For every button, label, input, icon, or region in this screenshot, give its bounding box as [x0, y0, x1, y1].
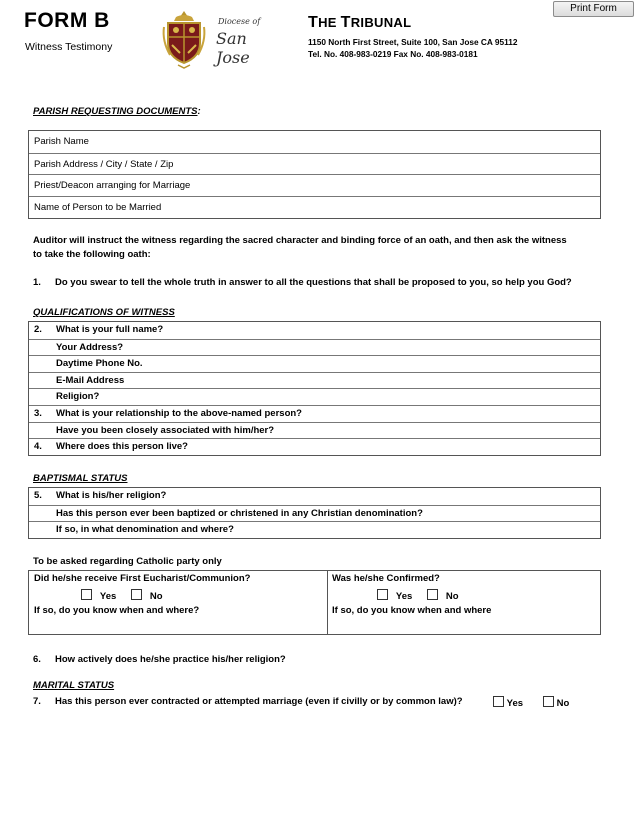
full-name-field[interactable]: 2. What is your full name? [34, 324, 164, 335]
confirmation-question: Was he/she Confirmed? [332, 573, 440, 584]
priest-deacon-field[interactable]: Priest/Deacon arranging for Marriage [29, 174, 600, 196]
email-field[interactable]: E-Mail Address [29, 372, 600, 389]
tribunal-title: THE TRIBUNAL [308, 14, 412, 31]
logo-text-top: Diocese of [218, 17, 261, 26]
confirmation-no-checkbox[interactable] [427, 589, 438, 600]
marital-no-option[interactable]: No [543, 696, 569, 709]
qualifications-heading: QUALIFICATIONS OF WITNESS [33, 307, 175, 318]
confirmation-followup: If so, do you know when and where [332, 605, 492, 616]
marital-yes-option[interactable]: Yes [493, 696, 523, 709]
auditor-instruction-line2: to take the following oath: [33, 249, 151, 260]
practice-question: 6. How actively does he/she practice his/her religion? [33, 654, 286, 665]
eucharist-cell [29, 571, 328, 634]
confirmation-no-option[interactable]: No [427, 589, 459, 602]
catholic-party-table [28, 570, 601, 635]
form-subtitle: Witness Testimony [25, 41, 113, 53]
eucharist-question: Did he/she receive First Eucharist/Communion? [34, 573, 251, 584]
auditor-instruction-line1: Auditor will instruct the witness regarding the sacred character and binding force of an oath, and then ask the witness [33, 235, 567, 246]
oath-question: 1. Do you swear to tell the whole truth in answer to all the questions that shall be proposed to you, so help you God? [33, 277, 572, 288]
eucharist-yes-option[interactable]: Yes [81, 589, 116, 602]
catholic-party-heading: To be asked regarding Catholic party only [33, 556, 222, 567]
baptized-field[interactable]: Has this person ever been baptized or christened in any Christian denomination? [29, 505, 600, 522]
marital-yes-checkbox[interactable] [493, 696, 504, 707]
religion-field[interactable]: Religion? [29, 388, 600, 405]
eucharist-no-checkbox[interactable] [131, 589, 142, 600]
parish-heading: PARISH REQUESTING DOCUMENTS: [33, 106, 201, 117]
eucharist-no-option[interactable]: No [131, 589, 163, 602]
logo-text-bottom: San Jose [216, 29, 250, 67]
print-form-button[interactable]: Print Form [553, 1, 634, 17]
tribunal-phone: Tel. No. 408-983-0219 Fax No. 408-983-0181 [308, 49, 478, 59]
baptismal-heading: BAPTISMAL STATUS [33, 473, 128, 484]
marital-heading: MARITAL STATUS [33, 680, 115, 691]
eucharist-followup: If so, do you know when and where? [34, 605, 200, 616]
parish-table [28, 130, 601, 219]
association-field[interactable]: Have you been closely associated with him/her? [29, 422, 600, 439]
parish-address-field[interactable]: Parish Address / City / State / Zip [29, 153, 600, 175]
tribunal-address: 1150 North First Street, Suite 100, San Jose CA 95112 [308, 37, 518, 47]
marital-no-checkbox[interactable] [543, 696, 554, 707]
diocese-logo [160, 9, 272, 69]
his-her-religion-field[interactable]: 5. What is his/her religion? [34, 490, 167, 501]
qualifications-table [28, 321, 601, 456]
eucharist-yes-checkbox[interactable] [81, 589, 92, 600]
form-title: FORM B [24, 9, 110, 32]
person-to-be-married-field[interactable]: Name of Person to be Married [29, 196, 600, 218]
relationship-field[interactable]: 3. What is your relationship to the above-named person? [29, 405, 600, 422]
denomination-field[interactable]: If so, in what denomination and where? [29, 521, 600, 538]
confirmation-cell [327, 571, 600, 634]
parish-name-field[interactable]: Parish Name [34, 136, 89, 147]
marital-question: 7. Has this person ever contracted or attempted marriage (even if civilly or by common law)? [33, 696, 463, 707]
confirmation-yes-checkbox[interactable] [377, 589, 388, 600]
phone-field[interactable]: Daytime Phone No. [29, 355, 600, 372]
address-field[interactable]: Your Address? [29, 339, 600, 356]
confirmation-yes-option[interactable]: Yes [377, 589, 412, 602]
residence-field[interactable]: 4. Where does this person live? [29, 438, 600, 455]
baptismal-table [28, 487, 601, 539]
